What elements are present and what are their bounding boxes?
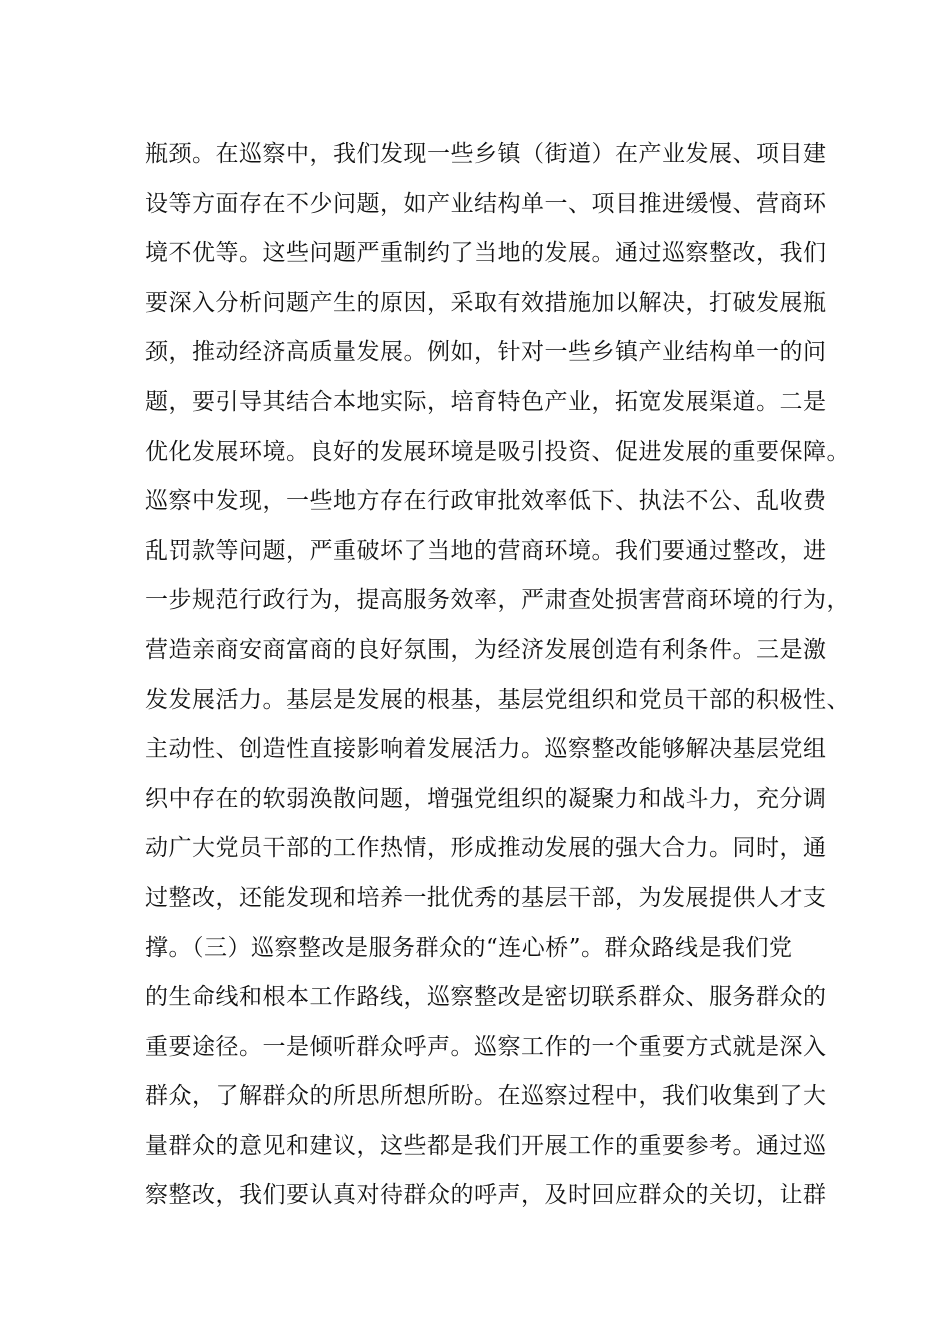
text-line: 一步规范行政行为，提高服务效率，严肃查处损害营商环境的行为， xyxy=(145,587,850,614)
body-text xyxy=(145,130,850,1221)
text-line: 量群众的意见和建议，这些都是我们开展工作的重要参考。通过巡 xyxy=(145,1132,827,1159)
text-line: 群众，了解群众的所思所想所盼。在巡察过程中，我们收集到了大 xyxy=(145,1083,827,1110)
text-line: 主动性、创造性直接影响着发展活力。巡察整改能够解决基层党组 xyxy=(145,736,827,763)
text-line: 重要途径。一是倾听群众呼声。巡察工作的一个重要方式就是深入 xyxy=(145,1033,827,1060)
text-line: 过整改，还能发现和培养一批优秀的基层干部，为发展提供人才支 xyxy=(145,884,827,911)
text-line: 颈，推动经济高质量发展。例如，针对一些乡镇产业结构单一的问 xyxy=(145,339,827,366)
text-line: 察整改，我们要认真对待群众的呼声，及时回应群众的关切，让群 xyxy=(145,1182,827,1209)
text-line: 撑。（三）巡察整改是服务群众的“连心桥”。群众路线是我们党 xyxy=(145,934,793,961)
text-line: 发发展活力。基层是发展的根基，基层党组织和党员干部的积极性、 xyxy=(145,686,850,713)
text-line: 营造亲商安商富商的良好氛围，为经济发展创造有利条件。三是激 xyxy=(145,636,827,663)
text-line: 的生命线和根本工作路线，巡察整改是密切联系群众、服务群众的 xyxy=(145,984,827,1011)
text-line: 设等方面存在不少问题，如产业结构单一、项目推进缓慢、营商环 xyxy=(145,190,827,217)
text-line: 题，要引导其结合本地实际，培育特色产业，拓宽发展渠道。二是 xyxy=(145,388,827,415)
text-line: 境不优等。这些问题严重制约了当地的发展。通过巡察整改，我们 xyxy=(145,240,827,267)
text-line: 乱罚款等问题，严重破坏了当地的营商环境。我们要通过整改，进 xyxy=(145,537,827,564)
text-line: 织中存在的软弱涣散问题，增强党组织的凝聚力和战斗力，充分调 xyxy=(145,785,827,812)
text-line: 动广大党员干部的工作热情，形成推动发展的强大合力。同时，通 xyxy=(145,835,827,862)
text-line: 巡察中发现，一些地方存在行政审批效率低下、执法不公、乱收费 xyxy=(145,488,827,515)
text-line: 要深入分析问题产生的原因，采取有效措施加以解决，打破发展瓶 xyxy=(145,289,827,316)
text-line: 优化发展环境。良好的发展环境是吸引投资、促进发展的重要保障。 xyxy=(145,438,850,465)
text-line: 瓶颈。在巡察中，我们发现一些乡镇（街道）在产业发展、项目建 xyxy=(145,141,827,167)
